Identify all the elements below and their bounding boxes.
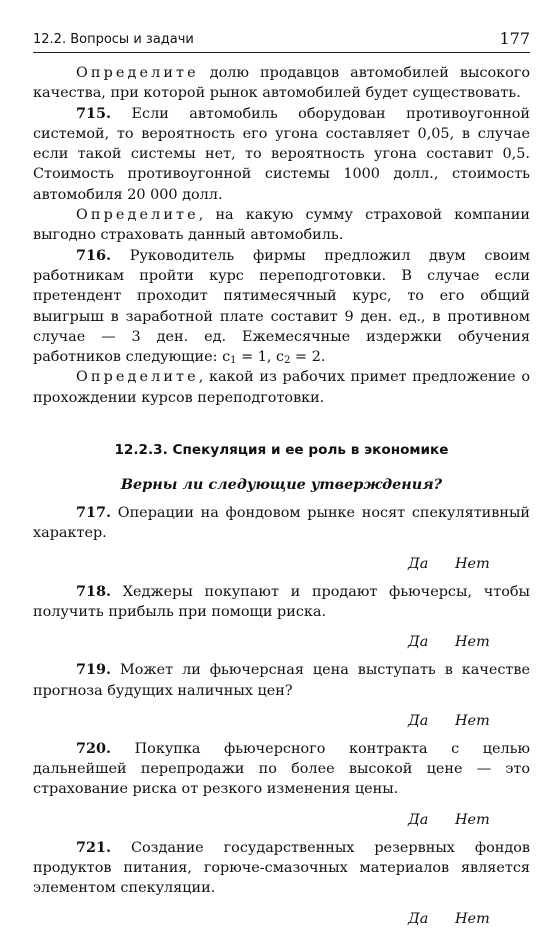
problem-number: 715. [76, 104, 112, 122]
spaced-lead: Определите [76, 207, 199, 224]
header-rule [33, 52, 530, 53]
page-body [33, 63, 530, 929]
answer-yes: Да [408, 811, 429, 828]
answer-yes: Да [408, 910, 429, 927]
paragraph-716-question [33, 367, 530, 408]
statement-717 [33, 503, 530, 544]
statement-text: Операции на фондовом рынке носят спекулятивный характер. [33, 505, 530, 542]
answer-no: Нет [455, 712, 490, 729]
section-title: 12.2.3. Спекуляция и ее роль в экономике [114, 442, 449, 459]
statement-number: 718. [76, 582, 112, 600]
problem-text: Если автомобиль оборудован противоугонной системой, то вероятность его угона составляет 0,05, в случае если такой системы нет, то вероятность угона составит 0,5. Стоимость противоугонной системы 1000 долл., стоимость автомобиля 20 000 долл. [33, 105, 530, 203]
paragraph-714-question [33, 63, 530, 104]
statement-number: 719. [76, 661, 112, 679]
paragraph-715-question [33, 205, 530, 246]
statement-text: Покупка фьючерсного контракта с целью дальнейшей перепродажи по более высокой цене — это страхование риска от резкого изменения цены. [33, 740, 530, 798]
statement-721 [33, 838, 530, 899]
answer-options [33, 632, 530, 652]
answer-yes: Да [408, 634, 429, 651]
running-head [33, 29, 530, 52]
answer-options [33, 711, 530, 731]
answer-no: Нет [455, 811, 490, 828]
problem-number: 716. [76, 246, 112, 264]
statement-720 [33, 739, 530, 800]
answer-yes: Да [408, 555, 429, 572]
paragraph-text: , какой из рабочих примет предложение о прохождении курсов переподготовки. [33, 369, 530, 406]
problem-715 [33, 104, 530, 205]
spaced-lead: Определите [76, 369, 199, 386]
spaced-lead: Определите [76, 65, 199, 81]
paragraph-text: долю продавцов автомобилей высокого качества, при которой рынок автомобилей будет существовать. [33, 65, 530, 102]
answer-yes: Да [408, 712, 429, 729]
problem-716 [33, 246, 530, 368]
answer-options [33, 909, 530, 929]
page-number: 177 [499, 29, 530, 48]
statement-number: 720. [76, 739, 112, 757]
statement-text: Хеджеры покупают и продают фьючерсы, чтобы получить прибыль при помощи риска. [33, 583, 530, 620]
answer-options [33, 810, 530, 830]
problem-text: Руководитель фирмы предложил двум своим работникам пройти курс переподготовки. В случае если претендент проходит пятимесячный курс, то его общий выигрыш в заработной плате составит 9 ден. ед., в противном случае — 3 ден. ед. Ежемесячные издержки обучения работников следующие: [33, 247, 530, 366]
header-title: 12.2. Вопросы и задачи [33, 32, 194, 47]
statement-719 [33, 660, 530, 701]
statement-text: Создание государственных резервных фондов продуктов питания, горюче-смазочных материалов является элементом спекуляции. [33, 839, 530, 897]
cost-formula: $c_1 = 1$, $c_2 = 2$. [222, 349, 326, 367]
answer-options [33, 554, 530, 574]
statement-number: 717. [76, 504, 112, 522]
answer-no: Нет [455, 634, 490, 651]
paragraph-text: , на какую сумму страховой компании выгодно страховать данный автомобиль. [33, 207, 530, 244]
statement-718 [33, 582, 530, 623]
answer-no: Нет [455, 910, 490, 927]
answer-no: Нет [455, 555, 490, 572]
statement-number: 721. [76, 838, 112, 856]
statement-text: Может ли фьючерсная цена выступать в качестве прогноза будущих наличных цен? [33, 662, 530, 699]
subsection-title: Верны ли следующие утверждения? [120, 476, 443, 494]
